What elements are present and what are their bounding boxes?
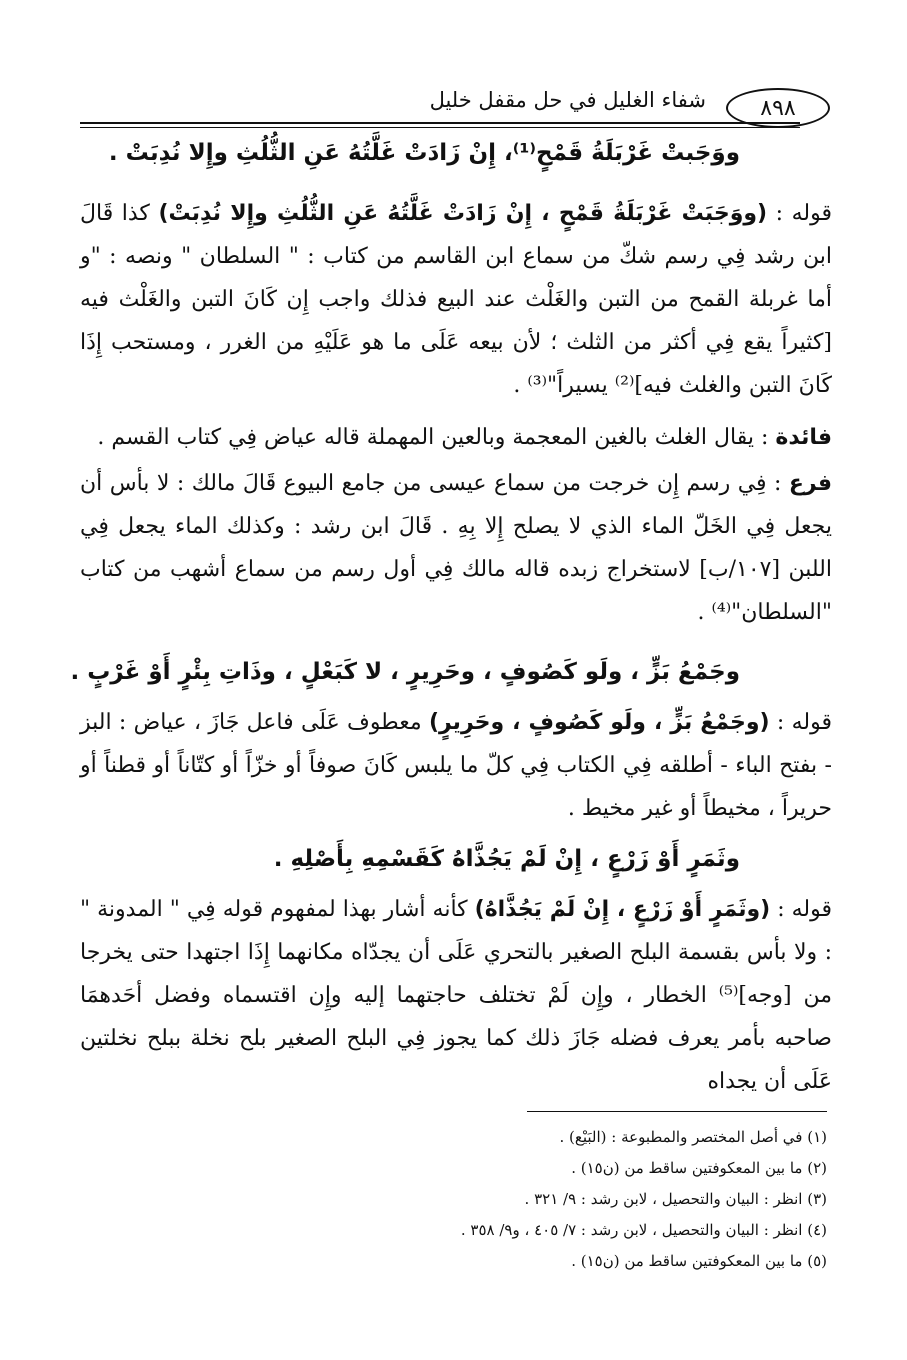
footnote-separator (527, 1111, 827, 1112)
matn-line-2: وجَمْعُ بَزٍّ ، ولَو كَصُوفٍ ، وحَرِيرٍ ، لا كَبَعْلٍ ، وذَاتِ بِئْرٍ أَوْ غَرْبٍ . (70, 659, 740, 685)
quoted-matn: (وجَمْعُ بَزٍّ ، ولَو كَصُوفٍ ، وحَرِيرٍ) (428, 710, 770, 735)
commentary-paragraph-3 (80, 888, 832, 1103)
footnote-1: (١) في أصل المختصر والمطبوعة : (البَيْع) . (559, 1128, 827, 1146)
quoted-matn: (وثَمَرٍ أَوْ زَرْعٍ ، إِنْ لَمْ يَجُذَّاهُ) (474, 897, 771, 922)
matn-line-1: ووَجَبتْ غَرْبَلَةُ قَمْحٍ⁽¹⁾، إِنْ زَادَتْ غَلَّتُهُ عَنِ الثُّلُثِ وإِلا نُدِبَتْ . (108, 140, 740, 166)
commentary-paragraph-2 (80, 701, 832, 830)
benefit-label: فائدة (775, 425, 832, 450)
branch-paragraph (80, 462, 832, 634)
footnote-5: (٥) ما بين المعكوفتين ساقط من (ن١٥) . (571, 1252, 827, 1270)
commentary-paragraph-1 (80, 192, 832, 407)
quoted-matn: (ووَجَبَتْ غَرْبَلَةُ قَمْحٍ ، إِنْ زَادَتْ غَلَّتُهُ عَنِ الثُّلُثِ وإِلا نُدِبَتْ) (158, 201, 768, 226)
paragraph-lead: قوله : (767, 201, 833, 226)
paragraph-lead: قوله : (770, 897, 833, 922)
footnote-4: (٤) انظر : البيان والتحصيل ، لابن رشد : ٧/ ٤٠٥ ، و٩/ ٣٥٨ . (460, 1221, 827, 1239)
benefit-paragraph (80, 416, 832, 459)
header-rule (80, 122, 800, 128)
matn-line-3: وثَمَرٍ أَوْ زَرْعٍ ، إِنْ لَمْ يَجُذَّاهُ كَقَسْمِهِ بِأَصْلِهِ . (273, 846, 740, 872)
branch-label: فرع (788, 471, 832, 496)
paragraph-text: : يقال الغلث بالغين المعجمة وبالعين المهملة قاله عياض فِي كتاب القسم . (97, 425, 776, 450)
book-title: شفاء الغليل في حل مقفل خليل (429, 88, 706, 112)
footnotes (227, 1122, 827, 1277)
paragraph-text: : فِي رسم إِن خرجت من سماع عيسى من جامع البيوع قَالَ مالك : لا بأس أن يجعل فِي الخَلّ الماء الذي لا يصلح إِلا بِهِ . قَالَ ابن رشد : وكذلك الماء يجعل فِي اللبن [١٠٧/ب] لاستخراج زبده قاله مالك فِي أول رسم من سماع أشهب من كتاب "السلطان"⁽⁴⁾ . (80, 471, 832, 625)
page-number: ٨٩٨ (726, 88, 830, 128)
paragraph-text: معطوف عَلَى فاعل جَازَ ، عياض : البز - بفتح الباء - أطلقه فِي الكتاب فِي كلّ ما يلبس كَانَ صوفاً أو خزّاً أو كتّاناً أو قطناً أو حريراً ، مخيطاً أو غير مخيط . (80, 710, 832, 821)
running-header (80, 84, 830, 126)
footnote-2: (٢) ما بين المعكوفتين ساقط من (ن١٥) . (571, 1159, 827, 1177)
paragraph-text: كذا قَالَ ابن رشد فِي رسم شكّ من سماع ابن القاسم من كتاب : " السلطان " ونصه : "و أما غربلة القمح من التبن والغَلْث عند البيع فذلك واجب إِن كَانَ التبن والغَلْث فيه [كثيراً يقع فِي أكثر من الثلث ؛ لأن بيعه عَلَى ما هو عَلَيْهِ من الغرر ، ومستحب إِذَا كَانَ التبن والغلث فيه]⁽²⁾ يسيراً"⁽³⁾ . (80, 201, 833, 398)
footnote-3: (٣) انظر : البيان والتحصيل ، لابن رشد : ٩/ ٣٢١ . (524, 1190, 827, 1208)
paragraph-lead: قوله : (769, 710, 832, 735)
paragraph-text: كأنه أشار بهذا لمفهوم قوله فِي " المدونة " : ولا بأس بقسمة البلح الصغير بالتحري عَلَى أن يجدّاه مكانهما إِذَا اجتهدا حتى يخرجا من [وجه]⁽⁵⁾ الخطار ، وإِن لَمْ تختلف حاجتهما إليه وإِن اقتسماه وفضل أحَدهمَا صاحبه بأمر يعرف فضله جَازَ ذلك كما يجوز فِي البلح الصغير بلح نخلة ببلح نخلتين عَلَى أن يجداه (80, 897, 832, 1094)
